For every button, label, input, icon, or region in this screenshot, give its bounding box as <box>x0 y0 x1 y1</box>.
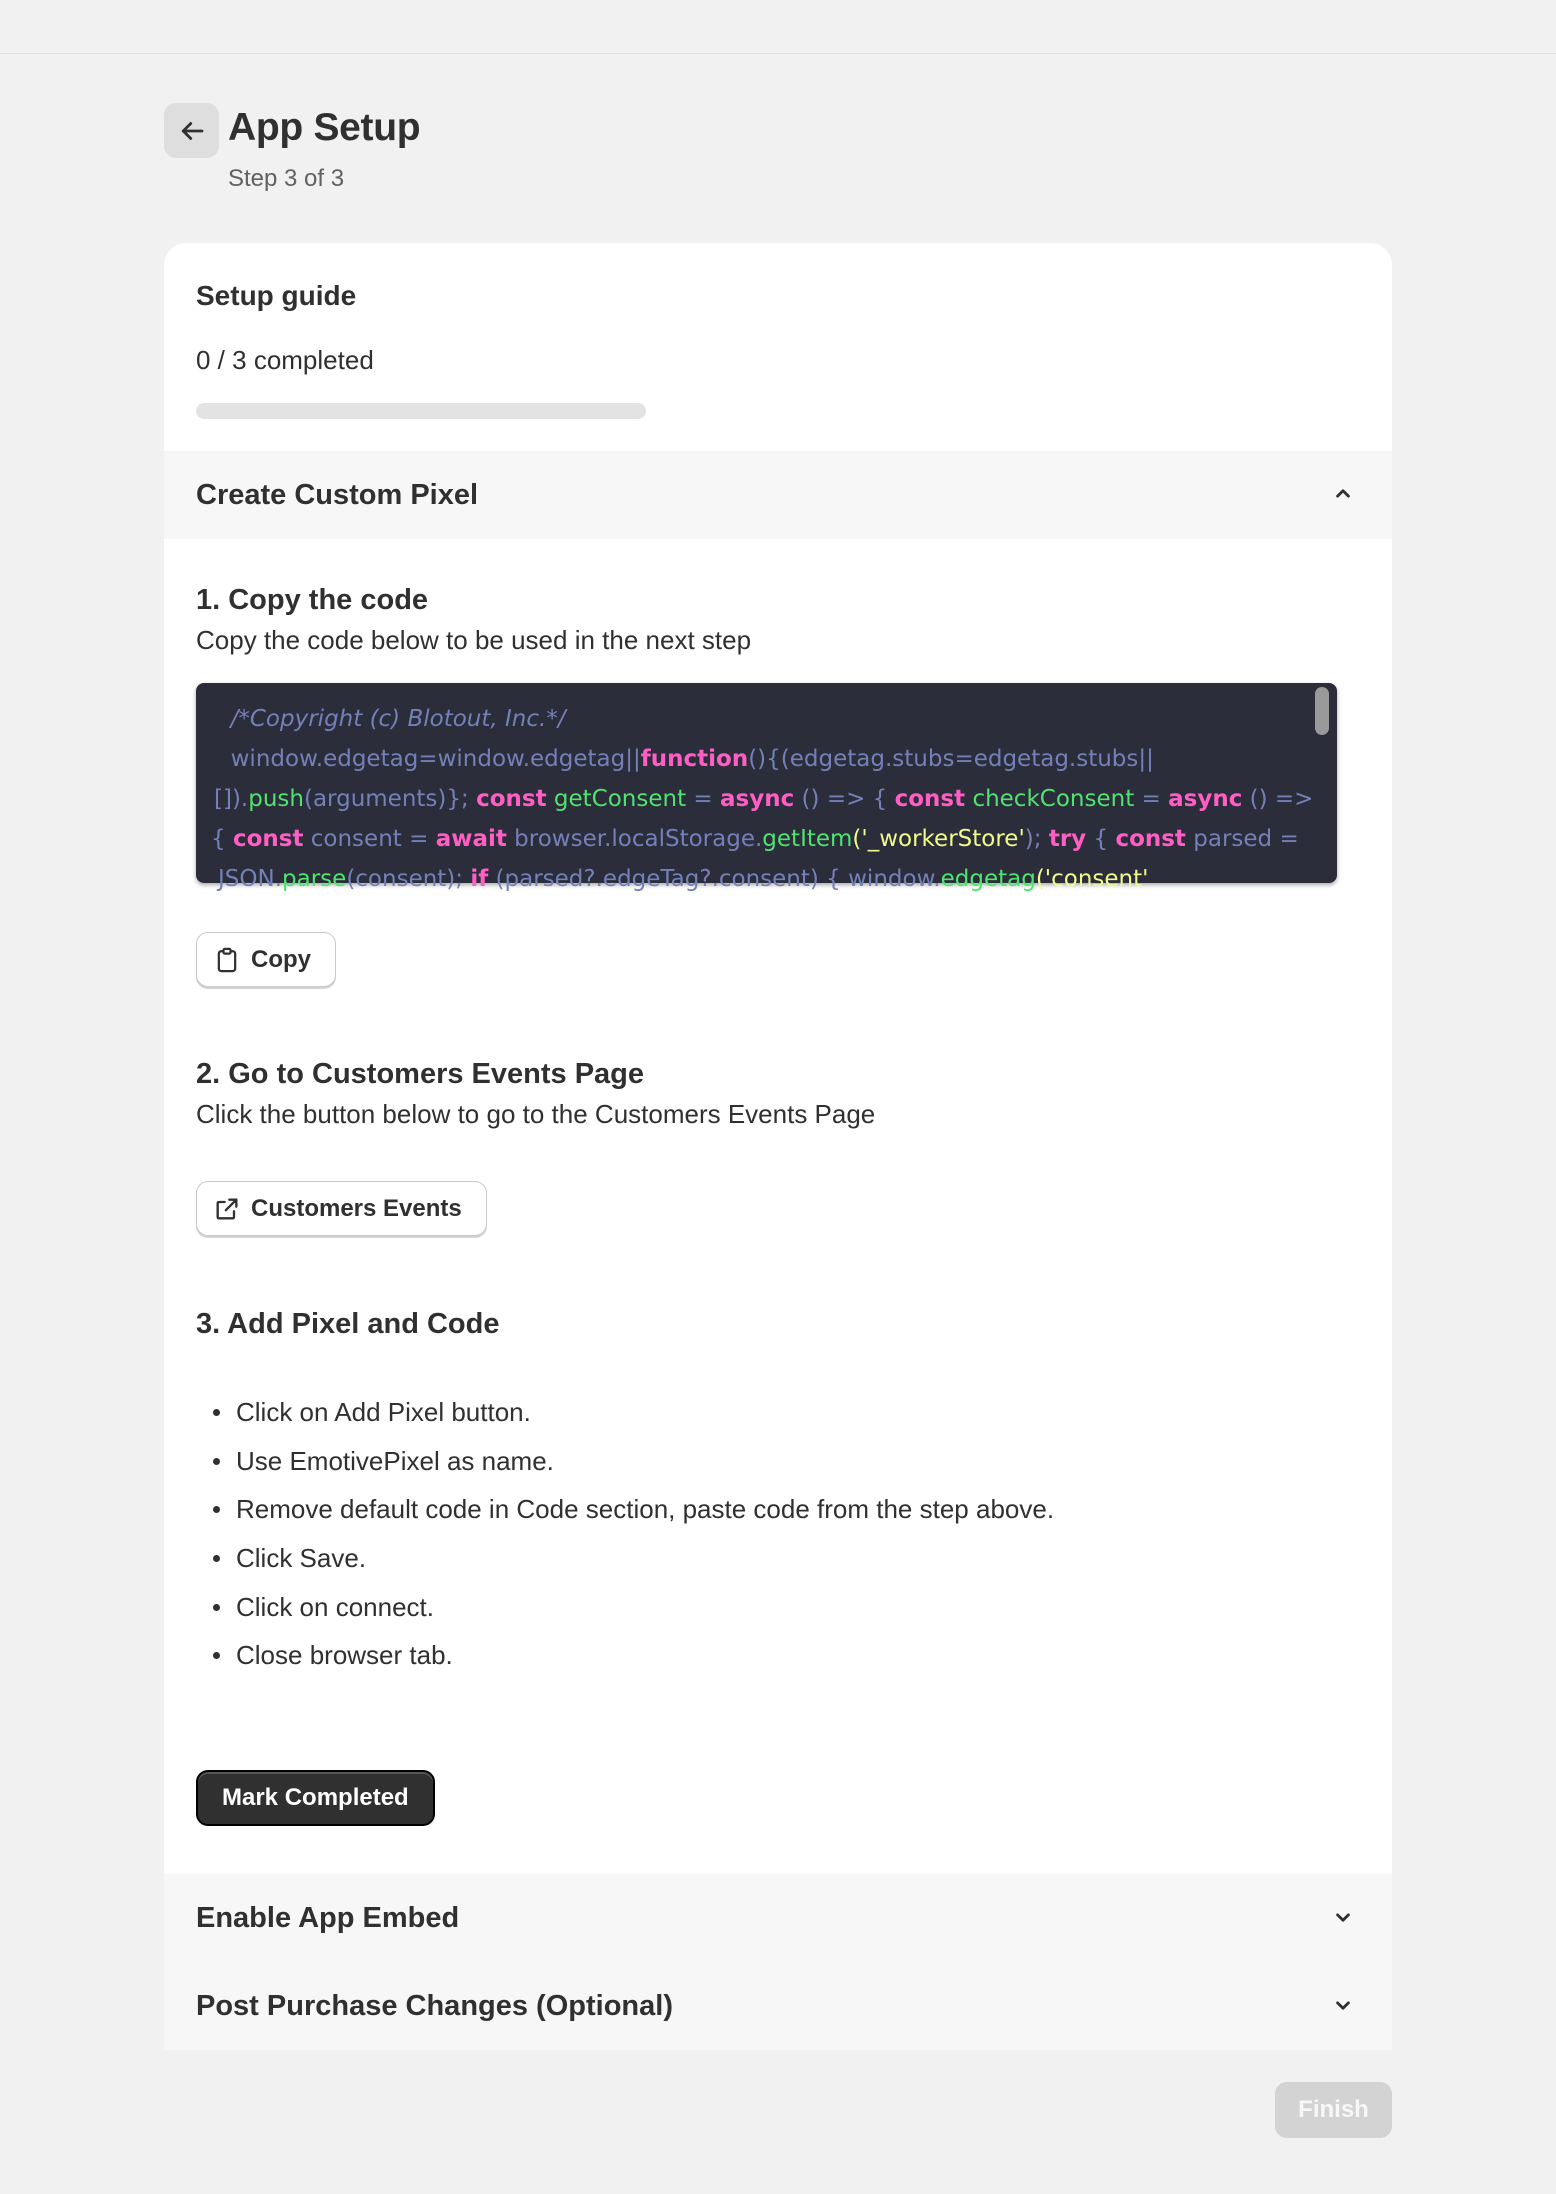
code-token: /*Copyright (c) Blotout, Inc.*/ <box>230 706 566 732</box>
code-scrollbar[interactable] <box>1315 687 1329 735</box>
list-item: Click on connect. <box>196 1583 1054 1632</box>
list-item: Use EmotivePixel as name. <box>196 1437 1054 1486</box>
code-token: () => <box>1242 786 1314 812</box>
section-label: Enable App Embed <box>196 1902 460 1934</box>
code-token: consent = <box>303 826 436 852</box>
code-token: ('consent' <box>1035 866 1149 892</box>
code-token: try <box>1048 826 1087 852</box>
code-token: = <box>1134 786 1169 812</box>
code-content <box>196 699 1314 899</box>
finish-button-label: Finish <box>1298 2096 1369 2123</box>
code-token: { <box>1086 826 1116 852</box>
code-token: parse <box>282 866 347 892</box>
code-snippet[interactable] <box>196 683 1337 892</box>
code-token: function <box>640 746 749 772</box>
code-token: getConsent <box>553 786 687 812</box>
code-token: JSON. <box>218 866 283 892</box>
code-token <box>547 786 554 812</box>
step1-description: Copy the code below to be used in the next step <box>196 625 752 655</box>
code-token: const <box>232 826 304 852</box>
code-token: = <box>686 786 721 812</box>
mark-completed-button[interactable]: Mark Completed <box>196 1770 435 1826</box>
page-title: App Setup <box>228 106 421 149</box>
code-token: browser.localStorage. <box>506 826 763 852</box>
clipboard-icon <box>213 946 241 974</box>
list-item: Remove default code in Code section, paste code from the step above. <box>196 1485 1054 1534</box>
copy-button[interactable] <box>196 932 336 987</box>
chevron-down-icon <box>1330 1992 1356 2018</box>
page-subtitle: Step 3 of 3 <box>228 165 345 192</box>
step3-instructions <box>196 1388 1054 1680</box>
setup-progress-text: 0 / 3 completed <box>196 345 374 375</box>
code-token: window.edgetag=window.edgetag|| <box>216 746 641 772</box>
code-line <box>196 819 1306 859</box>
section-create-custom-pixel[interactable] <box>164 451 1392 539</box>
code-token: const <box>894 786 966 812</box>
code-token: []). <box>214 786 249 812</box>
finish-button[interactable] <box>1275 2082 1392 2138</box>
list-item: Close browser tab. <box>196 1631 1054 1680</box>
section-enable-app-embed[interactable] <box>164 1874 1392 1962</box>
code-token: (){(edgetag.stubs=edgetag.stubs|| <box>748 746 1154 772</box>
code-token: checkConsent <box>972 786 1135 812</box>
code-token: if <box>470 866 489 892</box>
external-link-icon <box>213 1195 241 1223</box>
code-token: getItem <box>762 826 853 852</box>
section-label: Create Custom Pixel <box>196 479 479 511</box>
code-token: _workerStore' <box>867 826 1025 852</box>
chevron-down-icon <box>1330 1904 1356 1930</box>
code-token: const <box>1115 826 1186 852</box>
code-token: async <box>720 786 795 812</box>
code-line <box>196 779 1314 819</box>
code-token: push <box>248 786 304 812</box>
setup-guide-card <box>164 243 1392 2050</box>
code-token: await <box>435 826 507 852</box>
section-post-purchase-changes[interactable] <box>164 1962 1392 2050</box>
top-bar <box>0 0 1556 54</box>
setup-progress-bar <box>196 403 646 419</box>
code-token: (parsed?.edgeTag?.consent) { window. <box>488 866 941 892</box>
chevron-up-icon <box>1330 481 1356 507</box>
code-line <box>196 739 1306 779</box>
list-item: Click Save. <box>196 1534 1054 1583</box>
code-token: (arguments)}; <box>303 786 477 812</box>
code-token <box>216 706 231 732</box>
code-token: async <box>1168 786 1243 812</box>
code-token: { <box>211 826 233 852</box>
step2-title: 2. Go to Customers Events Page <box>196 1058 645 1090</box>
copy-button-label: Copy <box>251 945 311 973</box>
code-token: (' <box>852 826 868 852</box>
code-token: ); <box>1024 826 1049 852</box>
step3-title: 3. Add Pixel and Code <box>196 1308 500 1340</box>
customers-events-button-label: Customers Events <box>251 1194 462 1222</box>
code-token: edgetag <box>940 866 1036 892</box>
step2-description: Click the button below to go to the Customers Events Page <box>196 1099 876 1129</box>
setup-guide-title: Setup guide <box>196 280 357 311</box>
list-item: Click on Add Pixel button. <box>196 1388 1054 1437</box>
code-token: const <box>476 786 547 812</box>
step1-title: 1. Copy the code <box>196 584 429 616</box>
code-token: parsed = <box>1185 826 1299 852</box>
code-token: (consent); <box>346 866 471 892</box>
back-button[interactable] <box>164 103 219 158</box>
arrow-left-icon <box>177 116 207 146</box>
code-token: () => { <box>794 786 895 812</box>
code-line <box>196 699 1306 739</box>
section-label: Post Purchase Changes (Optional) <box>196 1990 673 2022</box>
code-line <box>196 859 1306 899</box>
customers-events-button[interactable] <box>196 1181 487 1236</box>
